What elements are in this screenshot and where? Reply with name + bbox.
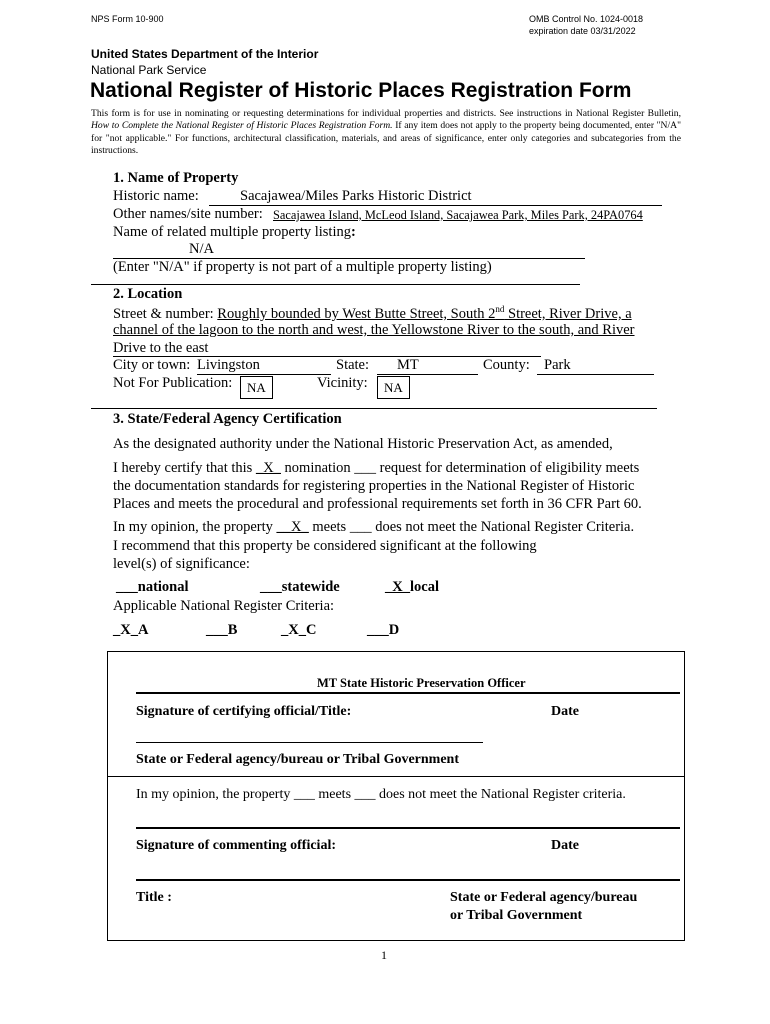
- commenting-signature-line[interactable]: [136, 827, 680, 829]
- related-listing-value[interactable]: N/A: [189, 241, 214, 257]
- county-underline: [537, 374, 654, 375]
- recommend-line2: level(s) of significance:: [113, 556, 250, 572]
- historic-name-value[interactable]: Sacajawea/Miles Parks Historic District: [240, 188, 472, 204]
- box-divider: [107, 776, 685, 777]
- street-address-line2[interactable]: channel of the lagoon to the north and west, the Yellowstone River to the south, and River: [113, 322, 635, 338]
- omb-control-number: OMB Control No. 1024-0018: [529, 14, 644, 24]
- certifying-signature-label: Signature of certifying official/Title:: [136, 704, 352, 719]
- section3-heading: 3. State/Federal Agency Certification: [113, 411, 342, 427]
- title-label: Title :: [136, 890, 172, 905]
- other-names-value[interactable]: Sacajawea Island, McLeod Island, Sacajawea Park, Miles Park, 24PA0764: [273, 208, 643, 222]
- commenting-opinion: In my opinion, the property ___ meets ___ does not meet the National Register criteria.: [136, 787, 626, 802]
- level-local-checkbox[interactable]: _X_local: [385, 579, 439, 595]
- vicinity-field[interactable]: NA: [377, 376, 410, 399]
- level-statewide-checkbox[interactable]: ___statewide: [260, 579, 340, 595]
- certifying-date-label: Date: [551, 704, 579, 719]
- historic-name-label: Historic name:: [113, 188, 199, 204]
- not-for-publication-label: Not For Publication:: [113, 375, 233, 391]
- signature-line[interactable]: [136, 692, 680, 694]
- recommend-line1: I recommend that this property be considered significant at the following: [113, 538, 537, 554]
- city-label: City or town:: [113, 357, 191, 373]
- agency-label-2-line1: State or Federal agency/bureau: [450, 890, 638, 905]
- agency-label: State or Federal agency/bureau or Tribal Government: [136, 752, 460, 767]
- vicinity-label: Vicinity:: [317, 375, 368, 391]
- section2-heading: 2. Location: [113, 286, 183, 302]
- does-not-meet-checkbox[interactable]: ___: [349, 519, 372, 535]
- county-value[interactable]: Park: [544, 357, 571, 373]
- expiration-date: expiration date 03/31/2022: [529, 26, 636, 36]
- street-address[interactable]: Street & number: Roughly bounded by West Butte Street, South 2nd Street, River Drive, a: [113, 304, 632, 322]
- section-divider: [91, 284, 580, 285]
- criterion-d-checkbox[interactable]: ___D: [367, 622, 400, 638]
- agency-line[interactable]: [136, 742, 483, 743]
- criterion-c-checkbox[interactable]: _X_C: [281, 622, 317, 638]
- service-name: National Park Service: [91, 63, 207, 77]
- state-underline: [377, 374, 478, 375]
- criteria-label: Applicable National Register Criteria:: [113, 598, 335, 614]
- agency-label-2-line2: or Tribal Government: [450, 908, 583, 923]
- intro-paragraph: This form is for use in nominating or requesting determinations for individual properties and districts. See instructions in National Register Bulletin, How to Complete the National Register of Historic Places Registration Form. If any item does not apply to the property being documented, enter "N/A" for "not applicable." For functions, architectural classification, materials, and areas of significance, enter only categories and subcategories from the instructions.: [91, 108, 681, 157]
- section-divider: [91, 408, 657, 409]
- page-number: 1: [381, 948, 387, 962]
- level-national-checkbox[interactable]: ___national: [116, 579, 189, 595]
- certification-line3: Places and meets the procedural and professional requirements set forth in 36 CFR Part 60.: [113, 496, 642, 512]
- other-names-label: Other names/site number:: [113, 206, 263, 222]
- title-line[interactable]: [136, 879, 680, 881]
- page-title: National Register of Historic Places Registration Form: [90, 79, 632, 102]
- determination-checkbox[interactable]: ___: [354, 460, 376, 476]
- opinion-statement: In my opinion, the property __X_ meets ___ does not meet the National Register Criteria.: [113, 519, 635, 535]
- meets-checkbox[interactable]: __X_: [276, 519, 309, 535]
- not-for-publication-field[interactable]: NA: [240, 376, 273, 399]
- street-address-line3[interactable]: Drive to the east: [113, 340, 209, 356]
- city-value[interactable]: Livingston: [197, 357, 260, 373]
- officer-name: MT State Historic Preservation Officer: [317, 676, 526, 690]
- historic-name-underline: [209, 205, 662, 206]
- form-number: NPS Form 10-900: [91, 14, 164, 24]
- section1-heading: 1. Name of Property: [113, 170, 239, 186]
- state-value[interactable]: MT: [397, 357, 419, 373]
- state-label: State:: [336, 357, 370, 373]
- commenting-date-label: Date: [551, 838, 579, 853]
- county-label: County:: [483, 357, 530, 373]
- nomination-checkbox[interactable]: _X_: [255, 460, 281, 476]
- certification-line1: I hereby certify that this _X_ nomination ___ request for determination of eligibility meets: [113, 460, 640, 476]
- department-name: United States Department of the Interior: [91, 47, 319, 61]
- criterion-a-checkbox[interactable]: _X_A: [113, 622, 149, 638]
- authority-statement: As the designated authority under the National Historic Preservation Act, as amended,: [113, 436, 613, 452]
- related-listing-label: Name of related multiple property listing:: [113, 224, 356, 240]
- related-listing-note: (Enter "N/A" if property is not part of a multiple property listing): [113, 259, 492, 275]
- criterion-b-checkbox[interactable]: ___B: [206, 622, 238, 638]
- certification-line2: the documentation standards for registering properties in the National Register of Historic: [113, 478, 635, 494]
- commenting-signature-label: Signature of commenting official:: [136, 838, 336, 853]
